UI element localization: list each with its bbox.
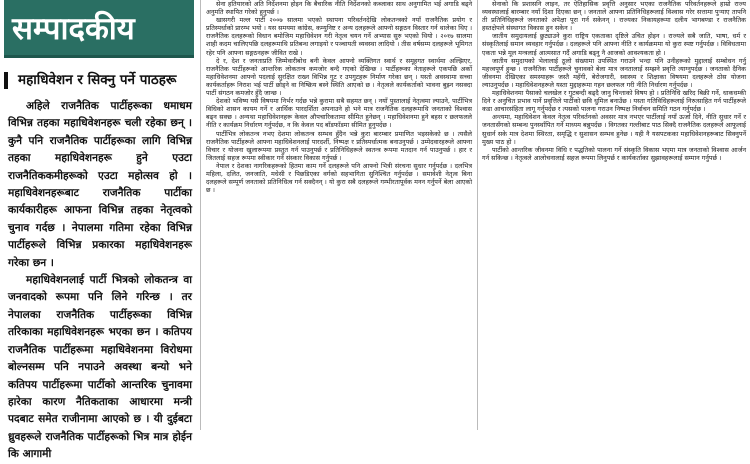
body-paragraph: देशको भविष्य यसै विषयमा निर्भर गर्दछ भन्ने कुरामा सबै सहमत छन् । नयाँ पुस्तालाई नेतृत्वमा ल्याउने, पार्टीभित्र विधिको शासन कायम गर्ने र आर्थिक पारदर्शिता अपनाउने हो भने मात्र राजनैतिक दलहरूमाथि जनताको विश्वास बढ्न सक्छ । अन्यथा महाधिवेशनहरू केवल औपचारिकतामा सीमित हुनेछन् । महाधिवेशनमा हुने बहस र छलफलले नीति र कार्यक्रम निर्धारण गर्नुपर्दछ, न कि केवल पद बाँडफाँडमा सीमित हुनुपर्दछ ।	[206, 97, 472, 130]
section-masthead	[4, 0, 194, 58]
article-paragraph: अहिले राजनैतिक पार्टीहरूका धमाधम विभिन्न तहका महाधिवेशनहरू चली रहेका छन् । कुनै पनि राजनैतिक पार्टीहरूका लागि विभिन्न तहका महाधिवेशनहरू हुने एउटा राजनैतिककमीहरूको एउटा महोत्सव हो । महाधिवेशनहरूबाट राजनैतिक पार्टीका कार्यकारीहरू आफना विभिन्न तहका नेतृत्वको चुनाव गर्दछ । नेपालमा गतिमा रहेका विभिन्न पार्टीहरूले विभिन्न प्रकारका महाधिवेशनहरू गरेका छन ।	[8, 100, 192, 269]
masthead-title: सम्पादकीय	[12, 10, 135, 47]
body-paragraph: पार्टीभित्र लोकतन्त्र नभए देशमा लोकतन्त्र सम्भव हुँदैन भन्ने कुरा बारम्बार प्रमाणित भइसकेको छ । त्यसैले राजनैतिक पार्टीहरूले आफ्ना महाधिवेशनलाई पारदर्शी, निष्पक्ष र प्रतिस्पर्धात्मक बनाउनुपर्छ । उम्मेदवारहरूले आफ्ना विचार र योजना खुलारूपमा प्रस्तुत गर्न पाउनुपर्छ र प्रतिनिधिहरूले स्वतन्त्र रूपमा मतदान गर्न पाउनुपर्छ । हार र जितलाई सहज रूपमा स्वीकार गर्ने संस्कार विकास गर्नुपर्छ ।	[206, 129, 472, 162]
body-paragraph: दे र, देश र जनताप्रति जिम्मेवारीबोध बनी केवल आफ्नो व्यक्तिगत स्वार्थ र समूहगत स्वार्थमा अल्झिएर, राजनैतिक पार्टीहरूको आन्तरिक लोकतन्त्र कमजोर बन्दै गएको देखिन्छ । पार्टीहरूका नेताहरूले एकपछि अर्को महाधिवेशनमा आफ्नो पदलाई सुरक्षित राख्न विभिन्न गुट र उपगुटहरू निर्माण गरेका छन् । यस्तो अवस्थामा सच्चा कार्यकर्ताहरू निराश भई पार्टी छोड्ने वा निष्क्रिय बस्ने स्थिति आएको छ । नेतृत्वले कार्यकर्ताको भावना बुझ्न नसक्दा पार्टी संगठन कमजोर हुँदै जान्छ ।	[206, 56, 472, 98]
body-paragraph: अन्त्यमा, महाधिवेशन केवल नेतृत्व परिवर्तनको अवसर मात्र नभएर पार्टीलाई नयाँ ऊर्जा दिने, नीति सुधार गर्ने र जनतासँगको सम्बन्ध पुनर्स्थापित गर्ने माध्यम बन्नुपर्दछ । विगतका गल्तीबाट पाठ सिक्दै राजनैतिक दलहरूले आफूलाई सुधार्न सके मात्र देशमा स्थिरता, समृद्धि र सुशासन सम्भव हुनेछ । यही नै यसपटकका महाधिवेशनहरूबाट सिक्नुपर्ने मुख्य पाठ हो ।	[482, 113, 746, 146]
column-divider	[200, 0, 201, 430]
article-paragraph: महाधिवेशनलाई पार्टी भित्रको लोकतन्त्र वा जनवादको रूपमा पनि लिने गरिन्छ । तर नेपालका राजनैतिक पार्टीहरूका विभिन्न तरिकाका महाधिवेशनहरू भएका छन । कतिपय राजनैतिक पार्टीहरूमा महाधिवेशनमा विरोधमा बोल्नसम्म पनि नपाउने अवस्था बन्यो भने कतिपय पार्टीहरूमा पार्टीको आन्तरिक चुनावमा हारेका कारण नैतिकताका आधारमा मन्त्री पदबाट समेत राजीनामा आएको छ । यी दुईबटा ध्रुवहरूले राजनैतिक पार्टीहरूको भित्र मात्र होईन कि आगामी	[8, 274, 192, 461]
body-paragraph: पार्टीको आन्तरिक जीवनमा विधि र पद्धतिको पालना गर्ने संस्कृति विकास भएमा मात्र जनताको विश्वास आर्जन गर्न सकिन्छ । नेतृत्वले आलोचनालाई सहज रूपमा लिनुपर्छ र कार्यकर्ताका सुझावहरूलाई सम्मान गर्नुपर्छ ।	[482, 145, 746, 162]
body-paragraph: सेना हतियारको अति निर्देशनमा होइन कि बैचारिक नीति निर्देशनको कब्जाका साथ अनुगामित भई अगाडि बढ्ने अनुमति स्थापित गरेको हुनुपर्छ ।	[206, 0, 472, 17]
text-column-middle	[206, 0, 472, 430]
body-paragraph: जातीय समुदायलाई छुट्याउने कुरा राष्ट्रिय एकताका दृष्टिले उचित होइन । राज्यले सबै जाति, भाषा, धर्म र संस्कृतिलाई समान व्यवहार गर्नुपर्दछ । दलहरूले पनि आफ्ना नीति र कार्यक्रममा यो कुरा स्पष्ट गर्नुपर्दछ । विविधतामा एकता भन्ने मूल मन्त्रलाई आत्मसात गर्दै अगाडि बढ्नु नै आजको आवश्यकता हो ।	[482, 32, 746, 57]
article-headline: महाधिवेशन र सिक्नु पर्ने पाठहरू	[4, 72, 194, 89]
editorial-column	[4, 0, 194, 461]
body-paragraph: जातीय समुदायको भेलालाई ठूलो संख्यामा उपस्थित गराउने भन्दा पनि उनीहरूको मुद्दालाई सम्बोधन गर्नु महत्त्वपूर्ण हुन्छ । राजनैतिक पार्टीहरूले चुनावको बेला मात्र जनतालाई सम्झने प्रवृत्ति त्याग्नुपर्दछ । जनताको दैनिक जीवनमा देखिएका समस्याहरू जस्तै महँगी, बेरोजगारी, स्वास्थ्य र शिक्षाका विषयमा दलहरूले ठोस योजना ल्याउनुपर्दछ । महाधिवेशनहरूले यस्ता मुद्दाहरूमा गहन छलफल गरी नीति निर्धारण गर्नुपर्दछ ।	[482, 56, 746, 89]
column-divider	[477, 0, 478, 430]
body-paragraph: महाधिवेशनमा पैसाको चलखेल र गुटबन्दी बढ्दै जानु चिन्ताको विषय हो । प्रतिनिधि खरिद बिक्री गर्ने, धाकधम्की दिने र अनुचित प्रभाव पार्ने प्रवृत्तिले पार्टीको छवि धुमिल बनाउँछ । यस्ता गतिविधिहरूलाई निरुत्साहित गर्न पार्टीहरूले कडा आचारसंहिता लागू गर्नुपर्दछ र त्यसको पालना गराउन निष्पक्ष निर्वाचन समिति गठन गर्नुपर्दछ ।	[482, 89, 746, 114]
body-paragraph: नेपाल र देशका नागरिकहरूको हितमा काम गर्ने दलहरूले पनि आफ्नो भित्री संरचना सुधार गर्नुपर्दछ । दलभित्र महिला, दलित, जनजाति, मधेसी र पिछडिएका वर्गको सहभागिता सुनिश्चित गर्नुपर्दछ । समावेशी नेतृत्व बिना दलहरूले सम्पूर्ण जनताको प्रतिनिधित्व गर्न सक्दैनन् । यो कुरा सबै दलहरूले गम्भीरतापूर्वक मनन गर्नुपर्ने बेला आएको छ ।	[206, 161, 472, 195]
body-paragraph: सेनाको कि प्रशासनि लाइन, तर ऐतिहासिक प्रवृत्ति अनुसार भएका राजनैतिक परिवर्तनहरूले हाम्रो राज्य व्यवस्थालाई बारम्बार नयाँ दिशा दिएका छन् । जनताले आफ्ना प्रतिनिधिहरूलाई विश्वास गरेर सत्तामा पुर्‍याए तापनि ती प्रतिनिधिहरूले जनताको अपेक्षा पूरा गर्न सकेनन् । राज्यका निकायहरूमा दलीय भागबण्डा र राजनैतिक हस्तक्षेपले संस्थागत विकास हुन सकेन ।	[482, 0, 746, 33]
text-column-right	[482, 0, 746, 430]
body-paragraph: खासगरी मल्ल पार्टी २००७ सालमा भएको स्थापना परिवर्तनदेखि लोकतन्त्रको नयाँ राजनैतिक प्रयोग र प्रतिस्पर्धाको प्रारम्भ भयो । यस समयमा कांग्रेस, कम्युनिष्ट र अन्य दलहरूले आफ्नो सङ्गठन विस्तार गर्न थालेका थिए । राजनैतिक दलहरूको विधान बमोजिम महाधिवेशन गरी नेतृत्व चयन गर्ने अभ्यास सुरु भएको थियो । २०१७ सालमा शाही कदम चालिएपछि दलहरूमाथि प्रतिबन्ध लगाइयो र पञ्चायती व्यवस्था लादियो । तीस वर्षसम्म दलहरूले भूमिगत रहेर पनि आफ्ना सङ्गठनहरू जीवित राखे ।	[206, 16, 472, 57]
